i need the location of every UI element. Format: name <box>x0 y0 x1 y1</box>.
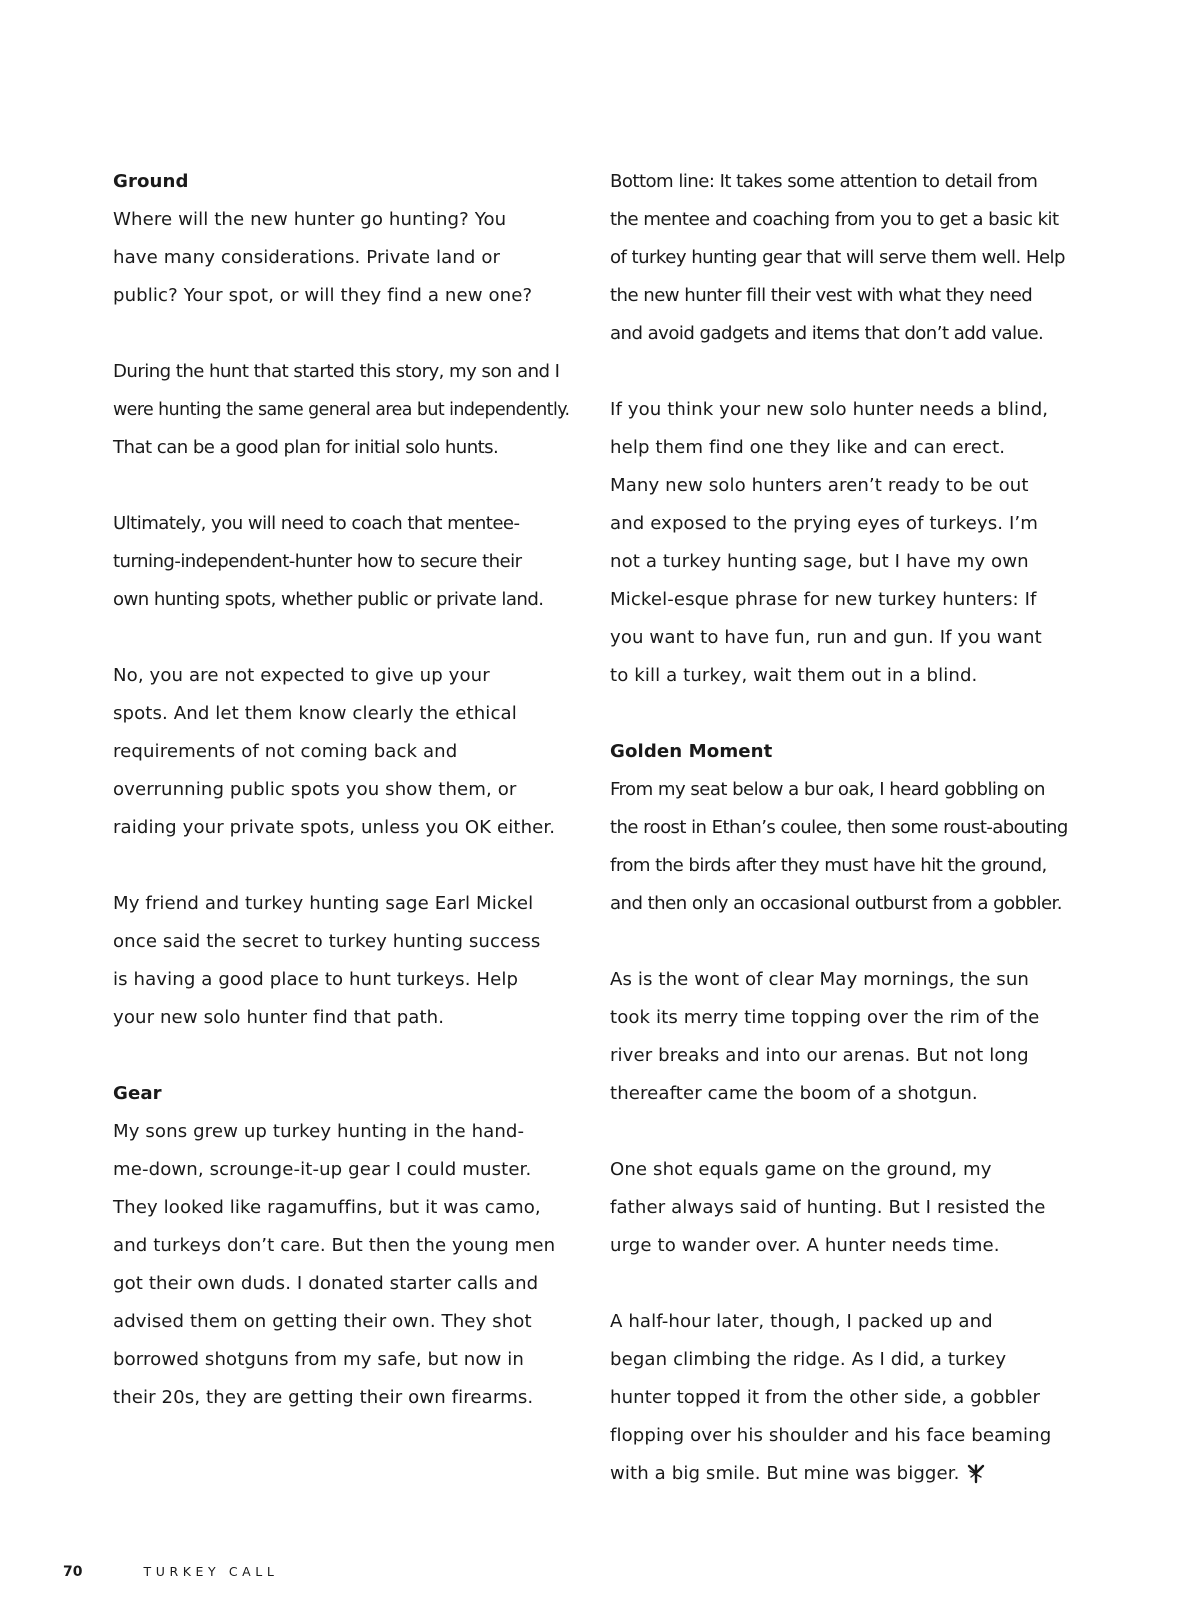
text-line <box>610 391 1070 429</box>
text-line <box>610 429 1070 467</box>
text-line <box>113 239 573 277</box>
line-text: thereafter came the boom of a shotgun. <box>610 1083 978 1104</box>
line-text: began climbing the ridge. As I did, a turkey <box>610 1349 1007 1370</box>
line-text: requirements of not coming back and <box>113 741 458 762</box>
line-text: Ultimately, you will need to coach that mentee- <box>113 513 520 534</box>
line-text: and turkeys don’t care. But then the young men <box>113 1235 556 1256</box>
line-text: own hunting spots, whether public or private land. <box>113 589 544 610</box>
text-line <box>610 581 1070 619</box>
line-text: advised them on getting their own. They shot <box>113 1311 532 1332</box>
text-line <box>610 1455 1070 1493</box>
line-text: you want to have fun, run and gun. If you want <box>610 627 1042 648</box>
text-line <box>610 201 1070 239</box>
line-text: Golden Moment <box>610 741 773 762</box>
line-text: urge to wander over. A hunter needs time. <box>610 1235 1000 1256</box>
paragraph-gap <box>610 1113 1070 1151</box>
text-line <box>610 657 1070 695</box>
text-line <box>113 1379 573 1417</box>
line-text: not a turkey hunting sage, but I have my own <box>610 551 1029 572</box>
line-text: river breaks and into our arenas. But not long <box>610 1045 1029 1066</box>
line-text: hunter topped it from the other side, a gobbler <box>610 1387 1041 1408</box>
section-heading <box>113 1075 573 1113</box>
paragraph-gap <box>113 1037 573 1075</box>
line-text: the roost in Ethan’s coulee, then some roust-abouting <box>610 817 1068 838</box>
page-footer <box>63 1562 278 1582</box>
line-text: During the hunt that started this story, my son and I <box>113 361 560 382</box>
line-text: Ground <box>113 171 189 192</box>
line-text: Many new solo hunters aren’t ready to be out <box>610 475 1029 496</box>
line-text: the new hunter fill their vest with what they need <box>610 285 1033 306</box>
text-line <box>610 1227 1070 1265</box>
text-line <box>113 505 573 543</box>
line-text: father always said of hunting. But I resisted the <box>610 1197 1046 1218</box>
line-text: and then only an occasional outburst from a gobbler. <box>610 893 1062 914</box>
text-line <box>113 201 573 239</box>
line-text: me-down, scrounge-it-up gear I could muster. <box>113 1159 532 1180</box>
text-line <box>610 809 1070 847</box>
turkey-track-icon <box>966 1464 986 1484</box>
text-line <box>113 771 573 809</box>
text-line <box>113 581 573 619</box>
line-text: Bottom line: It takes some attention to detail from <box>610 171 1038 192</box>
line-text: Gear <box>113 1083 162 1104</box>
line-text: spots. And let them know clearly the ethical <box>113 703 517 724</box>
text-line <box>610 277 1070 315</box>
text-line <box>610 543 1070 581</box>
text-line <box>113 1151 573 1189</box>
paragraph-gap <box>610 353 1070 391</box>
text-line <box>113 391 573 429</box>
text-line <box>610 847 1070 885</box>
text-line <box>113 1113 573 1151</box>
text-line <box>610 1189 1070 1227</box>
text-line <box>113 961 573 999</box>
text-line <box>113 1341 573 1379</box>
line-text: help them find one they like and can erect. <box>610 437 1006 458</box>
paragraph-gap <box>610 1265 1070 1303</box>
text-line <box>610 1303 1070 1341</box>
line-text: raiding your private spots, unless you OK either. <box>113 817 556 838</box>
text-line <box>610 1075 1070 1113</box>
line-text: of turkey hunting gear that will serve them well. Help <box>610 247 1065 268</box>
text-line <box>113 695 573 733</box>
line-text: your new solo hunter find that path. <box>113 1007 445 1028</box>
text-line <box>610 1379 1070 1417</box>
text-line <box>610 1341 1070 1379</box>
line-text: One shot equals game on the ground, my <box>610 1159 992 1180</box>
magazine-name: TURKEY CALL <box>143 1564 279 1579</box>
line-text: Mickel-esque phrase for new turkey hunters: If <box>610 589 1037 610</box>
line-text: No, you are not expected to give up your <box>113 665 490 686</box>
text-line <box>610 467 1070 505</box>
section-heading <box>610 733 1070 771</box>
line-text: and avoid gadgets and items that don’t add value. <box>610 323 1044 344</box>
text-line <box>113 923 573 961</box>
text-line <box>610 163 1070 201</box>
line-text: borrowed shotguns from my safe, but now in <box>113 1349 525 1370</box>
section-heading <box>113 163 573 201</box>
text-line <box>610 239 1070 277</box>
text-line <box>113 999 573 1037</box>
line-text: were hunting the same general area but independently. <box>113 400 570 420</box>
line-text: once said the secret to turkey hunting success <box>113 931 541 952</box>
text-line <box>610 999 1070 1037</box>
text-line <box>610 505 1070 543</box>
text-line <box>113 1265 573 1303</box>
text-line <box>610 961 1070 999</box>
line-text: with a big smile. But mine was bigger. <box>610 1463 960 1484</box>
paragraph-gap <box>113 315 573 353</box>
line-text: from the birds after they must have hit the ground, <box>610 855 1047 876</box>
line-text: They looked like ragamuffins, but it was camo, <box>113 1197 541 1218</box>
text-line <box>113 1227 573 1265</box>
line-text: overrunning public spots you show them, or <box>113 779 517 800</box>
text-line <box>113 277 573 315</box>
line-text: took its merry time topping over the rim of the <box>610 1007 1040 1028</box>
paragraph-gap <box>610 923 1070 961</box>
line-text: to kill a turkey, wait them out in a blind. <box>610 665 978 686</box>
text-line <box>113 543 573 581</box>
text-line <box>610 885 1070 923</box>
line-text: flopping over his shoulder and his face beaming <box>610 1425 1052 1446</box>
paragraph-gap <box>610 695 1070 733</box>
line-text: A half-hour later, though, I packed up and <box>610 1311 993 1332</box>
line-text: is having a good place to hunt turkeys. Help <box>113 969 519 990</box>
text-line <box>610 771 1070 809</box>
line-text: their 20s, they are getting their own firearms. <box>113 1387 534 1408</box>
text-line <box>610 619 1070 657</box>
line-text: and exposed to the prying eyes of turkeys. I’m <box>610 513 1039 534</box>
text-line <box>113 1189 573 1227</box>
line-text: got their own duds. I donated starter calls and <box>113 1273 539 1294</box>
line-text: If you think your new solo hunter needs a blind, <box>610 399 1049 420</box>
text-line <box>113 353 573 391</box>
text-line <box>610 1037 1070 1075</box>
line-text: turning-independent-hunter how to secure their <box>113 551 522 572</box>
text-line <box>113 657 573 695</box>
line-text: My sons grew up turkey hunting in the hand- <box>113 1121 525 1142</box>
line-text: As is the wont of clear May mornings, the sun <box>610 969 1029 990</box>
page-number: 70 <box>63 1564 83 1580</box>
article-column-left <box>113 163 573 1417</box>
text-line <box>113 733 573 771</box>
article-column-right <box>610 163 1070 1493</box>
text-line <box>113 1303 573 1341</box>
paragraph-gap <box>113 467 573 505</box>
paragraph-gap <box>113 619 573 657</box>
line-text: public? Your spot, or will they find a new one? <box>113 285 533 306</box>
line-text: have many considerations. Private land or <box>113 247 501 268</box>
paragraph-gap <box>113 847 573 885</box>
line-text: My friend and turkey hunting sage Earl Mickel <box>113 893 534 914</box>
text-line <box>113 429 573 467</box>
text-line <box>610 315 1070 353</box>
line-text: Where will the new hunter go hunting? You <box>113 209 507 230</box>
text-line <box>610 1151 1070 1189</box>
line-text: From my seat below a bur oak, I heard gobbling on <box>610 779 1045 800</box>
text-line <box>113 809 573 847</box>
text-line <box>610 1417 1070 1455</box>
text-line <box>113 885 573 923</box>
line-text: That can be a good plan for initial solo hunts. <box>113 437 499 458</box>
line-text: the mentee and coaching from you to get a basic kit <box>610 209 1059 230</box>
